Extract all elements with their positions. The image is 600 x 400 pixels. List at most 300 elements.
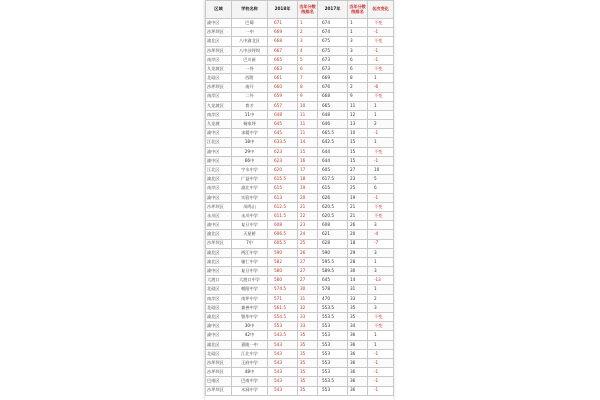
school-cell: 王府中学 [232, 358, 268, 367]
score-2017-cell: 553 [318, 340, 348, 349]
rank-change-cell: 不变 [368, 211, 394, 220]
score-2018-cell: 580 [268, 267, 298, 276]
header-cell: 当年分数线排名 [348, 1, 368, 19]
district-cell: 南岸区 [206, 294, 232, 303]
rank-change-cell: -7 [368, 239, 394, 248]
table-row [206, 83, 394, 92]
rank-change-cell: -1 [368, 55, 394, 64]
district-cell: 渝北区 [206, 248, 232, 257]
rank-change-cell: -1 [368, 129, 394, 138]
table-row [206, 28, 394, 37]
header-cell: 区域 [206, 1, 232, 19]
table-row [206, 358, 394, 367]
table-row [206, 230, 394, 239]
score-2018-cell: 615.5 [268, 175, 298, 184]
table-row [206, 19, 394, 28]
ranking-table [205, 0, 394, 396]
rank-change-cell: 3 [368, 221, 394, 230]
score-2017-cell: 665.5 [318, 129, 348, 138]
rank-change-cell: 1 [368, 110, 394, 119]
rank-2017-cell: 9 [348, 92, 368, 101]
score-2018-cell: 663 [268, 64, 298, 73]
rank-2017-cell: 31 [348, 285, 368, 294]
school-cell: 48中 [232, 368, 268, 377]
rank-change-cell: 不变 [368, 92, 394, 101]
table-row [206, 349, 394, 358]
school-cell: 天星桥 [232, 230, 268, 239]
school-cell: 两江中学 [232, 248, 268, 257]
rank-2017-cell: 8 [348, 74, 368, 83]
rank-2017-cell: 36 [348, 349, 368, 358]
score-2017-cell: 676 [318, 83, 348, 92]
school-cell: 西附 [232, 74, 268, 83]
rank-2017-cell: 21 [348, 202, 368, 211]
rank-2017-cell: 14 [348, 276, 368, 285]
rank-2018-cell: 8 [298, 83, 318, 92]
table-row [206, 55, 394, 64]
school-cell: 大渡口中学 [232, 276, 268, 285]
table-row [206, 110, 394, 119]
rank-2017-cell: 3 [348, 37, 368, 46]
rank-2017-cell: 2 [348, 83, 368, 92]
score-2017-cell: 553.5 [318, 303, 348, 312]
school-cell: 一中 [232, 28, 268, 37]
table-row [206, 193, 394, 202]
table-row [206, 386, 394, 395]
school-cell: 木洞中学 [232, 386, 268, 395]
rank-2018-cell: 35 [298, 331, 318, 340]
rank-change-cell: 不变 [368, 64, 394, 73]
header-cell: 当年分数线排名 [298, 1, 318, 19]
rank-2018-cell: 23 [298, 221, 318, 230]
school-cell: 江北中学 [232, 349, 268, 358]
rank-2018-cell: 33 [298, 313, 318, 322]
score-2017-cell: 620.5 [318, 211, 348, 220]
table-row [206, 166, 394, 175]
score-2018-cell: 606.5 [268, 230, 298, 239]
rank-change-cell: -1 [368, 193, 394, 202]
score-2018-cell: 659 [268, 92, 298, 101]
rank-2018-cell: 32 [298, 303, 318, 312]
rank-2017-cell: 11 [348, 101, 368, 110]
rank-2018-cell: 16 [298, 156, 318, 165]
rank-2017-cell: 36 [348, 377, 368, 386]
score-2018-cell: 543 [268, 386, 298, 395]
district-cell: 大渡口 [206, 276, 232, 285]
rank-2018-cell: 27 [298, 257, 318, 266]
rank-2017-cell: 19 [348, 193, 368, 202]
score-2017-cell: 620.5 [318, 202, 348, 211]
rank-2017-cell: 26 [348, 221, 368, 230]
table-row [206, 340, 394, 349]
table-row [206, 248, 394, 257]
score-2018-cell: 648 [268, 110, 298, 119]
rank-2018-cell: 9 [298, 92, 318, 101]
rank-2017-cell: 25 [348, 184, 368, 193]
table-row [206, 368, 394, 377]
rank-2018-cell: 24 [298, 230, 318, 239]
rank-change-cell: 2 [368, 120, 394, 129]
rank-change-cell: -1 [368, 46, 394, 55]
rank-2018-cell: 25 [298, 239, 318, 248]
school-cell: 育才 [232, 101, 268, 110]
score-2018-cell: 608 [268, 221, 298, 230]
score-2017-cell: 668 [318, 92, 348, 101]
rank-2018-cell: 35 [298, 349, 318, 358]
rank-2017-cell: 27 [348, 166, 368, 175]
district-cell: 渝北区 [206, 313, 232, 322]
score-2017-cell: 621 [318, 230, 348, 239]
district-cell: 沙坪坝区 [206, 368, 232, 377]
table-row [206, 221, 394, 230]
score-2018-cell: 623 [268, 156, 298, 165]
rank-2018-cell: 27 [298, 276, 318, 285]
school-cell: 巴蜀 [232, 19, 268, 28]
rank-2017-cell: 36 [348, 358, 368, 367]
district-cell: 北碚区 [206, 74, 232, 83]
score-2018-cell: 615 [268, 184, 298, 193]
score-2018-cell: 623 [268, 147, 298, 156]
score-2017-cell: 595.5 [318, 257, 348, 266]
school-cell: 字水中学 [232, 166, 268, 175]
score-2018-cell: 660 [268, 83, 298, 92]
score-2018-cell: 667 [268, 46, 298, 55]
rank-2018-cell: 22 [298, 211, 318, 220]
rank-2018-cell: 35 [298, 340, 318, 349]
rank-2018-cell: 15 [298, 147, 318, 156]
rank-2017-cell: 23 [348, 175, 368, 184]
score-2018-cell: 580 [268, 276, 298, 285]
rank-2018-cell: 19 [298, 184, 318, 193]
school-cell: 二外 [232, 92, 268, 101]
score-2018-cell: 613 [268, 193, 298, 202]
school-cell: 朝阳中学 [232, 285, 268, 294]
table-body [206, 19, 394, 396]
rank-2018-cell: 2 [298, 28, 318, 37]
header-cell: 2018年 [268, 1, 298, 19]
district-cell: 渝中区 [206, 156, 232, 165]
score-2017-cell: 470 [318, 294, 348, 303]
header-cell: 名次变化 [368, 1, 394, 19]
score-2018-cell: 671 [268, 19, 298, 28]
school-cell: 42中 [232, 331, 268, 340]
score-2017-cell: 648 [318, 110, 348, 119]
rank-2018-cell: 11 [298, 129, 318, 138]
rank-change-cell: -1 [368, 156, 394, 165]
rank-change-cell: 1 [368, 138, 394, 147]
rank-2017-cell: 35 [348, 313, 368, 322]
school-cell: 实验中学 [232, 193, 268, 202]
rank-2017-cell: 10 [348, 129, 368, 138]
district-cell: 渝中区 [206, 147, 232, 156]
score-2017-cell: 674 [318, 28, 348, 37]
rank-2017-cell: 6 [348, 55, 368, 64]
score-2018-cell: 582 [268, 257, 298, 266]
score-2018-cell: 661 [268, 74, 298, 83]
score-2017-cell: 665 [318, 101, 348, 110]
score-2017-cell: 553 [318, 358, 348, 367]
rank-change-cell: 不变 [368, 37, 394, 46]
rank-2018-cell: 6 [298, 64, 318, 73]
school-cell: 南坪中学 [232, 294, 268, 303]
rank-2018-cell: 7 [298, 74, 318, 83]
table-row [206, 120, 394, 129]
district-cell: 渝中区 [206, 267, 232, 276]
district-cell: 渝北区 [206, 175, 232, 184]
rank-change-cell: -1 [368, 358, 394, 367]
district-cell: 北碚区 [206, 303, 232, 312]
table-row [206, 322, 394, 331]
score-2017-cell: 605 [318, 166, 348, 175]
table-row [206, 156, 394, 165]
score-2018-cell: 543 [268, 368, 298, 377]
district-cell: 渝北区 [206, 37, 232, 46]
school-cell: 66中 [232, 156, 268, 165]
score-2018-cell: 543 [268, 377, 298, 386]
rank-2018-cell: 14 [298, 138, 318, 147]
score-2017-cell: 553 [318, 349, 348, 358]
rank-change-cell: 1 [368, 257, 394, 266]
school-cell: 兼善中学 [232, 303, 268, 312]
score-2018-cell: 645 [268, 129, 298, 138]
table-row [206, 175, 394, 184]
score-2018-cell: 633.5 [268, 138, 298, 147]
score-2018-cell: 668 [268, 37, 298, 46]
score-2018-cell: 543 [268, 349, 298, 358]
rank-change-cell: -1 [368, 28, 394, 37]
ranking-spreadsheet [205, 0, 393, 400]
district-cell: 北碚区 [206, 349, 232, 358]
score-2017-cell: 626 [318, 193, 348, 202]
table-row [206, 257, 394, 266]
rank-2018-cell: 18 [298, 175, 318, 184]
rank-2017-cell: 15 [348, 156, 368, 165]
score-2017-cell: 644 [318, 147, 348, 156]
score-2017-cell: 553.5 [318, 377, 348, 386]
school-cell: 巴川新 [232, 55, 268, 64]
school-cell: 南开 [232, 83, 268, 92]
rank-2017-cell: 33 [348, 294, 368, 303]
score-2017-cell: 675 [318, 37, 348, 46]
rank-change-cell: 1 [368, 331, 394, 340]
rank-change-cell: 不变 [368, 202, 394, 211]
table-row [206, 239, 394, 248]
score-2017-cell: 589.5 [318, 267, 348, 276]
rank-2018-cell: 20 [298, 193, 318, 202]
rank-change-cell: -1 [368, 386, 394, 395]
school-cell: 杨家坪 [232, 120, 268, 129]
table-row [206, 202, 394, 211]
score-2017-cell: 553 [318, 322, 348, 331]
district-cell: 九龙坡区 [206, 64, 232, 73]
district-cell: 江北区 [206, 138, 232, 147]
rank-2018-cell: 30 [298, 285, 318, 294]
district-cell: 永川区 [206, 211, 232, 220]
district-cell: 南岸区 [206, 110, 232, 119]
school-cell: 30中 [232, 322, 268, 331]
district-cell: 九龙坡区 [206, 101, 232, 110]
school-cell: 7中 [232, 239, 268, 248]
rank-change-cell: -1 [368, 368, 394, 377]
table-row [206, 46, 394, 55]
district-cell: 沙坪坝区 [206, 28, 232, 37]
rank-2018-cell: 35 [298, 358, 318, 367]
rank-change-cell: 1 [368, 285, 394, 294]
rank-change-cell: 1 [368, 101, 394, 110]
table-row [206, 267, 394, 276]
district-cell: 南岸区 [206, 92, 232, 101]
rank-change-cell: 2 [368, 294, 394, 303]
rank-2017-cell: 36 [348, 340, 368, 349]
score-2017-cell: 553 [318, 331, 348, 340]
rank-2017-cell: 36 [348, 331, 368, 340]
rank-2017-cell: 6 [348, 64, 368, 73]
district-cell: 渝中区 [206, 322, 232, 331]
rank-2018-cell: 11 [298, 110, 318, 119]
district-cell: 沙坪坝区 [206, 46, 232, 55]
district-cell: 九龙坡 [206, 120, 232, 129]
rank-2018-cell: 21 [298, 202, 318, 211]
school-cell: 辅仁中学 [232, 257, 268, 266]
district-cell: 渝中区 [206, 19, 232, 28]
rank-2018-cell: 10 [298, 101, 318, 110]
school-cell: 凤鸣山 [232, 202, 268, 211]
district-cell: 沙坪坝区 [206, 239, 232, 248]
rank-change-cell: 不变 [368, 313, 394, 322]
rank-change-cell: -4 [368, 230, 394, 239]
rank-2017-cell: 15 [348, 138, 368, 147]
district-cell: 渝中区 [206, 221, 232, 230]
score-2017-cell: 673 [318, 64, 348, 73]
score-2017-cell: 608 [318, 221, 348, 230]
header-cell: 2017年 [318, 1, 348, 19]
rank-2017-cell: 20 [348, 230, 368, 239]
table-row [206, 74, 394, 83]
rank-change-cell: 3 [368, 248, 394, 257]
rank-2018-cell: 5 [298, 55, 318, 64]
school-cell: 永川中学 [232, 211, 268, 220]
rank-change-cell: 10 [368, 166, 394, 175]
table-row [206, 184, 394, 193]
school-cell: 求精中学 [232, 129, 268, 138]
rank-2017-cell: 18 [348, 239, 368, 248]
school-cell: 广益中学 [232, 175, 268, 184]
score-2017-cell: 590 [318, 248, 348, 257]
rank-change-cell: 6 [368, 184, 394, 193]
table-row [206, 285, 394, 294]
score-2017-cell: 669 [318, 74, 348, 83]
district-cell: 南岸区 [206, 184, 232, 193]
score-2017-cell: 642.5 [318, 138, 348, 147]
rank-change-cell: 不变 [368, 19, 394, 28]
school-cell: 一外 [232, 64, 268, 73]
rank-2017-cell: 21 [348, 211, 368, 220]
score-2018-cell: 612.5 [268, 202, 298, 211]
rank-2017-cell: 28 [348, 257, 368, 266]
table-row [206, 129, 394, 138]
district-cell: 南岸区 [206, 55, 232, 64]
table-row [206, 147, 394, 156]
score-2018-cell: 590 [268, 248, 298, 257]
rank-2017-cell: 13 [348, 120, 368, 129]
rank-2018-cell: 33 [298, 322, 318, 331]
score-2017-cell: 644 [318, 156, 348, 165]
rank-2018-cell: 3 [298, 37, 318, 46]
rank-2018-cell: 1 [298, 19, 318, 28]
school-cell: 29中 [232, 147, 268, 156]
score-2017-cell: 553.5 [318, 313, 348, 322]
rank-2018-cell: 31 [298, 294, 318, 303]
rank-2017-cell: 3 [348, 46, 368, 55]
rank-change-cell: -6 [368, 83, 394, 92]
score-2018-cell: 574.5 [268, 285, 298, 294]
rank-2017-cell: 35 [348, 303, 368, 312]
score-2018-cell: 665 [268, 55, 298, 64]
table-row [206, 331, 394, 340]
table-row [206, 211, 394, 220]
rank-2018-cell: 26 [298, 248, 318, 257]
school-cell: 11中 [232, 110, 268, 119]
score-2017-cell: 553 [318, 386, 348, 395]
score-2017-cell: 553 [318, 368, 348, 377]
district-cell: 渝北区 [206, 230, 232, 239]
table-row [206, 64, 394, 73]
table-row [206, 138, 394, 147]
rank-change-cell: 3 [368, 303, 394, 312]
rank-change-cell: 3 [368, 267, 394, 276]
rank-2017-cell: 1 [348, 28, 368, 37]
district-cell: 沙坪坝区 [206, 358, 232, 367]
rank-2017-cell: 36 [348, 386, 368, 395]
district-cell: 江北区 [206, 166, 232, 175]
rank-2018-cell: 35 [298, 386, 318, 395]
table-row [206, 101, 394, 110]
district-cell: 沙坪坝区 [206, 83, 232, 92]
score-2018-cell: 571 [268, 294, 298, 303]
header-row [206, 1, 394, 19]
table-row [206, 37, 394, 46]
score-2017-cell: 615 [318, 184, 348, 193]
rank-change-cell: -1 [368, 349, 394, 358]
district-cell: 沙坪坝区 [206, 386, 232, 395]
score-2018-cell: 645 [268, 120, 298, 129]
score-2017-cell: 628 [318, 239, 348, 248]
school-cell: 暨华中学 [232, 313, 268, 322]
rank-2017-cell: 30 [348, 267, 368, 276]
score-2017-cell: 578 [318, 285, 348, 294]
rank-2018-cell: 27 [298, 267, 318, 276]
score-2017-cell: 674 [318, 19, 348, 28]
rank-change-cell: -13 [368, 276, 394, 285]
rank-2017-cell: 34 [348, 322, 368, 331]
rank-change-cell: 不变 [368, 322, 394, 331]
score-2018-cell: 657 [268, 101, 298, 110]
score-2018-cell: 561.5 [268, 303, 298, 312]
district-cell: 渝中区 [206, 331, 232, 340]
score-2017-cell: 617.5 [318, 175, 348, 184]
school-cell: 18中 [232, 138, 268, 147]
district-cell: 渝中区 [206, 193, 232, 202]
school-cell: 嘉陵一中 [232, 340, 268, 349]
district-cell: 巴南区 [206, 377, 232, 386]
rank-2017-cell: 29 [348, 248, 368, 257]
table-row [206, 313, 394, 322]
rank-change-cell: 5 [368, 175, 394, 184]
score-2017-cell: 646 [318, 120, 348, 129]
rank-2018-cell: 35 [298, 368, 318, 377]
rank-change-cell: 不变 [368, 147, 394, 156]
school-cell: 复旦中学 [232, 221, 268, 230]
